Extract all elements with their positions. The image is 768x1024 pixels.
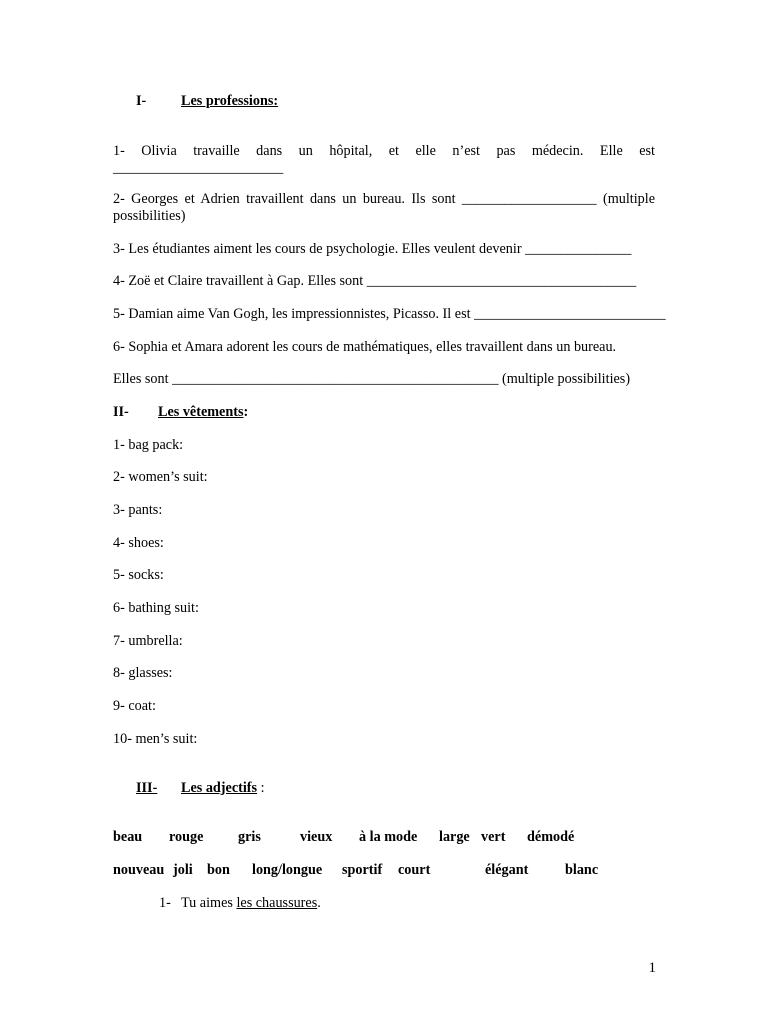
adjective-word: rouge	[169, 829, 204, 845]
clothing-item: 10- men’s suit:	[113, 731, 198, 747]
adjective-word: démodé	[527, 829, 575, 845]
question-1: 1- Olivia travaille dans un hôpital, et elle n’est pas médecin. Elle est	[113, 143, 655, 159]
exercise-1-text: Tu aimes	[181, 895, 237, 911]
exercise-1-end: .	[317, 895, 321, 911]
clothing-item: 9- coat:	[113, 698, 156, 714]
section-1-title: Les professions:	[181, 93, 279, 109]
section-1-number: I-	[136, 93, 147, 109]
adjective-word: gris	[238, 829, 261, 845]
clothing-item: 1- bag pack:	[113, 437, 184, 453]
clothing-item: 3- pants:	[113, 502, 163, 518]
exercise-1-underlined: les chaussures	[236, 895, 318, 911]
section-2-title: Les vêtements	[158, 404, 244, 420]
question-3: 3- Les étudiantes aiment les cours de psychologie. Elles veulent devenir _______________	[113, 241, 632, 257]
adjective-word: vieux	[300, 829, 333, 845]
adjective-word: sportif	[342, 862, 383, 878]
clothing-item: 4- shoes:	[113, 535, 164, 551]
section-2-colon: :	[243, 404, 249, 420]
section-3-heading	[136, 780, 678, 797]
page-number: 1	[648, 960, 656, 976]
section-3-colon: :	[257, 780, 265, 796]
clothing-item: 6- bathing suit:	[113, 600, 199, 616]
question-2-continuation: possibilities)	[113, 208, 186, 224]
question-4: 4- Zoë et Claire travaillent à Gap. Elles sont ______________________________________	[113, 273, 637, 289]
adjective-word: joli	[173, 862, 193, 878]
adjective-word: beau	[113, 829, 143, 845]
clothing-item: 5- socks:	[113, 567, 164, 583]
adjective-word: large	[439, 829, 470, 845]
adjective-word: élégant	[485, 862, 529, 878]
adjective-word: long/longue	[252, 862, 323, 878]
question-2: 2- Georges et Adrien travaillent dans un bureau. Ils sont ___________________ (multiple	[113, 191, 655, 207]
adjective-word: court	[398, 862, 431, 878]
clothing-item: 2- women’s suit:	[113, 469, 208, 485]
exercise-1-number: 1-	[159, 895, 171, 911]
adjective-word: à la mode	[359, 829, 418, 845]
adjective-word: vert	[481, 829, 506, 845]
adjective-exercise-1	[159, 895, 701, 912]
adjective-word: blanc	[565, 862, 599, 878]
question-1-blank: ________________________	[113, 160, 284, 176]
clothing-item: 7- umbrella:	[113, 633, 183, 649]
section-2-number: II-	[113, 404, 129, 420]
question-5: 5- Damian aime Van Gogh, les impressionnistes, Picasso. Il est ___________________________	[113, 306, 666, 322]
clothing-item: 8- glasses:	[113, 665, 173, 681]
question-6-continuation: Elles sont ______________________________________________ (multiple possibilities)	[113, 371, 631, 387]
adjective-word: nouveau	[113, 862, 165, 878]
question-6: 6- Sophia et Amara adorent les cours de mathématiques, elles travaillent dans un bureau.	[113, 339, 617, 355]
adjective-word: bon	[207, 862, 230, 878]
section-3-title: Les adjectifs	[181, 780, 258, 796]
section-1-heading	[136, 93, 678, 110]
section-3-number: III-	[136, 780, 158, 796]
section-2-heading	[113, 404, 655, 421]
